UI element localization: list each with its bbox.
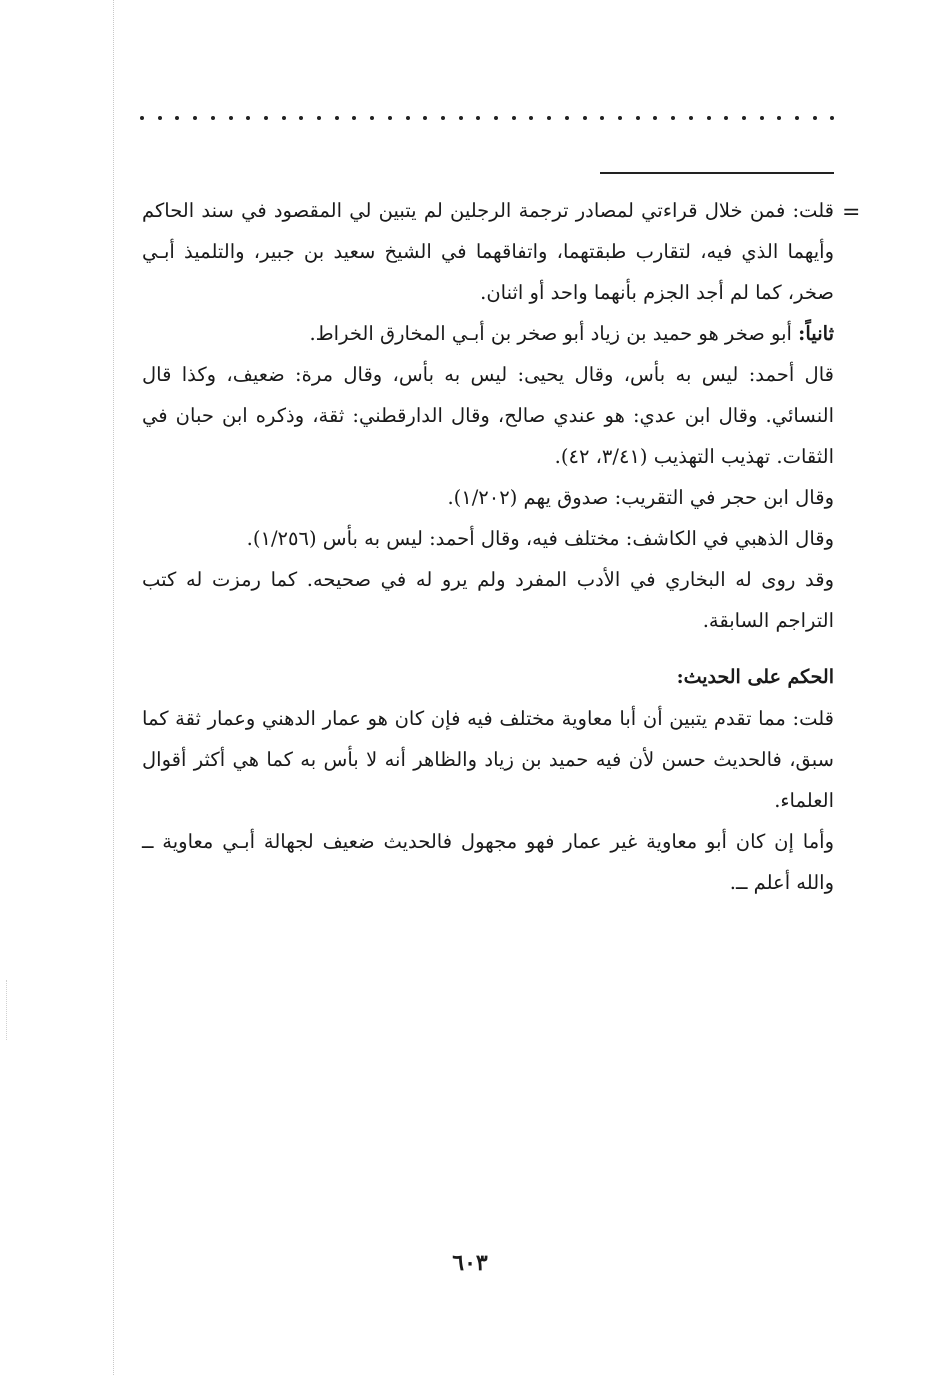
paragraph: وأما إن كان أبو معاوية غير عمار فهو مجهول فالحديث ضعيف لجهالة أبـي معاوية ــ والله أعلم ــ.	[142, 830, 834, 894]
footnote-text	[142, 190, 834, 903]
dotted-separator	[140, 110, 835, 126]
footnote-rule	[600, 172, 834, 174]
continuation-mark: =	[842, 200, 861, 225]
paragraph: قلت: فمن خلال قراءتي لمصادر ترجمة الرجلين لم يتبين لي المقصود في سند الحاكم وأيهما الذي فيه، لتقارب طبقتهما، واتفاقهما في الشيخ سعيد بن جبير، والتلميذ أبـي صخر، كما لم أجد الجزم بأنهما واحد أو اثنان.	[142, 199, 834, 304]
section-heading: الحكم على الحديث:	[676, 666, 834, 688]
scan-margin-line	[113, 0, 114, 1375]
paragraph: وقال الذهبي في الكاشف: مختلف فيه، وقال أحمد: ليس به بأس (١/٢٥٦).	[246, 527, 834, 550]
paragraph: وقال ابن حجر في التقريب: صدوق يهم (١/٢٠٢).	[447, 486, 834, 509]
paragraph-text: أبو صخر هو حميد بن زياد أبو صخر بن أبـي المخارق الخراط.	[309, 322, 792, 345]
paragraph-label: ثانياً:	[798, 322, 834, 345]
paragraph: قال أحمد: ليس به بأس، وقال يحيى: ليس به بأس، وقال مرة: ضعيف، وكذا قال النسائي. وقال ابن عدي: هو عندي صالح، وقال الدارقطني: ثقة، وذكره ابن حبان في الثقات. تهذيب التهذيب (٣/٤١، ٤٢).	[142, 363, 834, 468]
paragraph: قلت: مما تقدم يتبين أن أبا معاوية مختلف فيه فإن كان هو عمار الدهني وعمار ثقة كما سبق، فالحديث حسن لأن فيه حميد بن زياد والظاهر أنه لا بأس به كما هي أكثر أقوال العلماء.	[142, 707, 834, 812]
scan-margin-line	[6, 980, 7, 1040]
paragraph: وقد روى له البخاري في الأدب المفرد ولم يرو له في صحيحه. كما رمزت له كتب التراجم السابقة.	[142, 568, 834, 632]
page-number: ٦٠٣	[452, 1250, 488, 1276]
paragraph	[142, 313, 834, 354]
